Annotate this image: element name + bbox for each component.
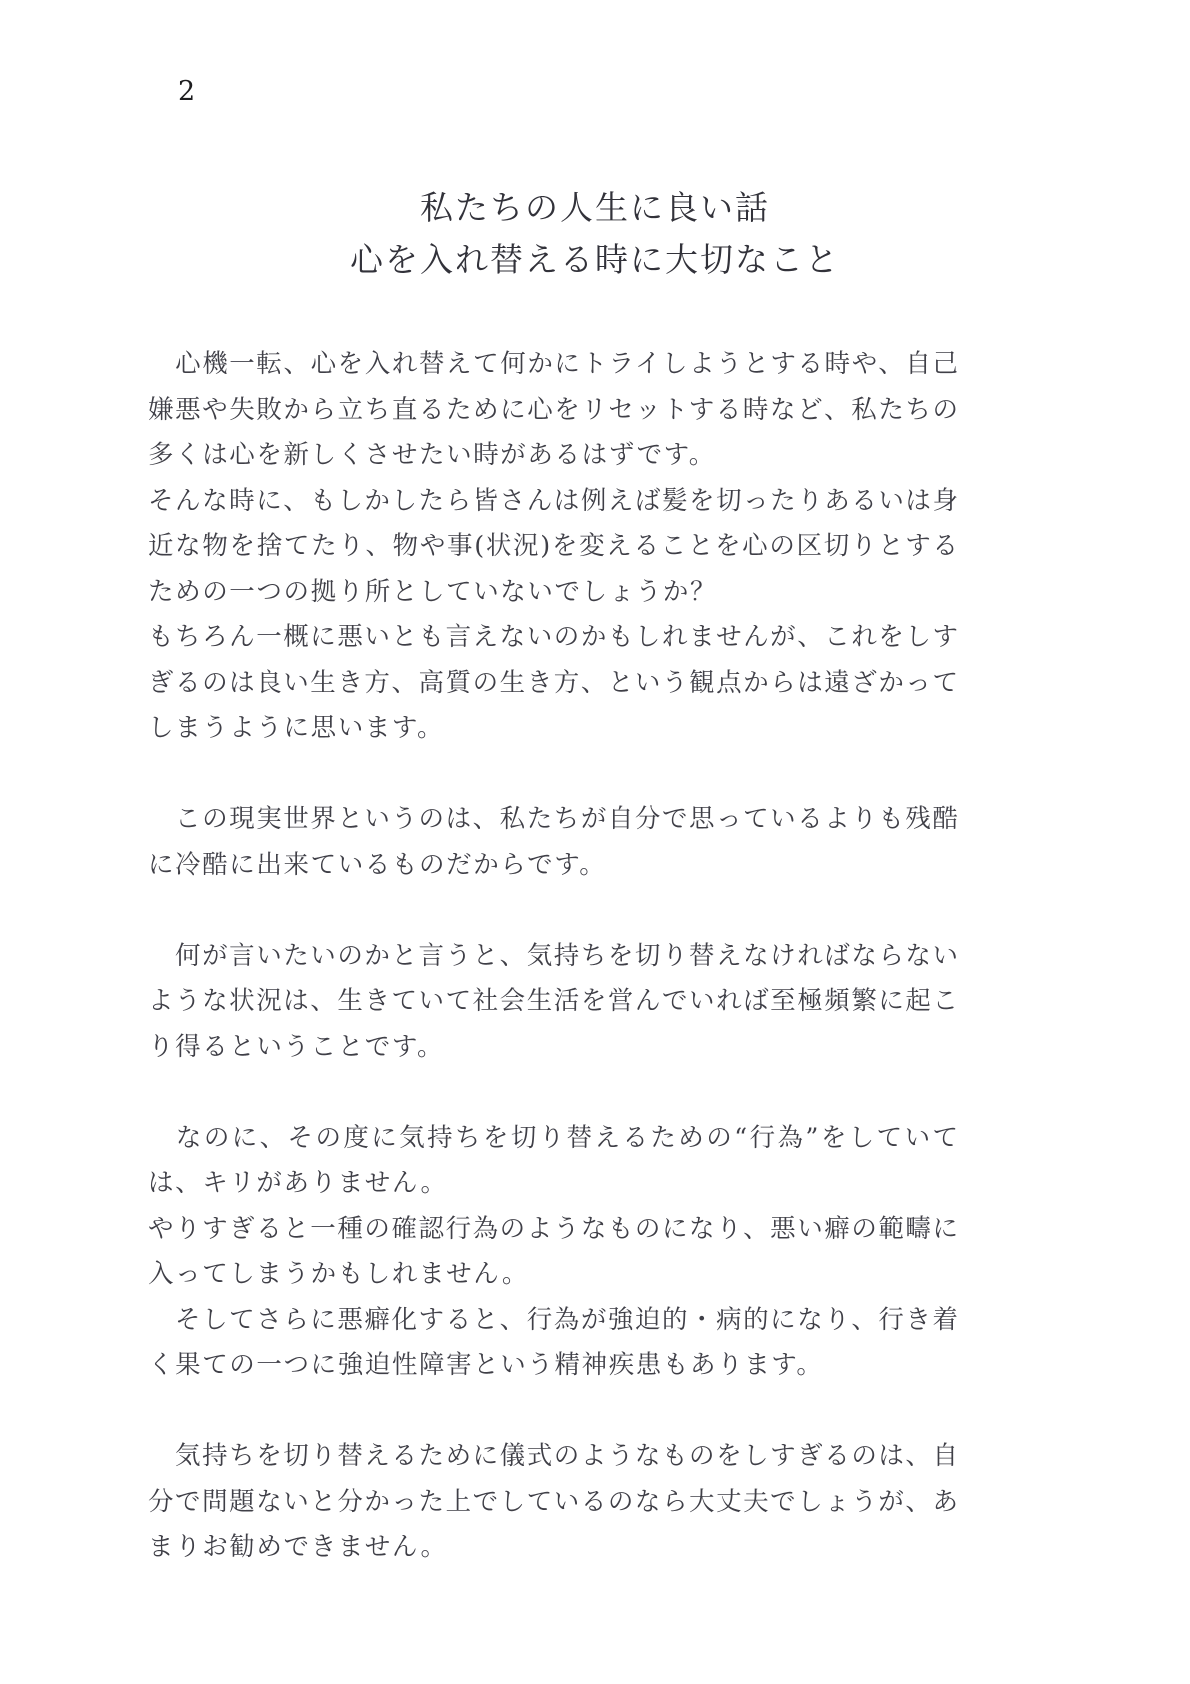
title-line-1: 私たちの人生に良い話 bbox=[420, 188, 770, 227]
body-line: く果ての一つに強迫性障害という精神疾患もあります。 bbox=[148, 1350, 824, 1380]
body-line: ための一つの拠り所としていないでしょうか？ bbox=[148, 576, 718, 607]
title-line-2: 心を入れ替える時に大切なこと bbox=[350, 240, 840, 279]
body-line: 気持ちを切り替えるために儀式のようなものをしすぎるのは、自 bbox=[148, 1441, 958, 1471]
body-line: 近な物を捨てたり、物や事(状況)を変えることを心の区切りとする bbox=[148, 531, 958, 561]
paragraph-spacer bbox=[148, 1070, 958, 1116]
body-line: 多くは心を新しくさせたい時があるはずです。 bbox=[148, 440, 716, 470]
body-line: 心機一転、心を入れ替えて何かにトライしようとする時や、自己 bbox=[148, 349, 958, 379]
body-line: まりお勧めできません。 bbox=[148, 1532, 448, 1562]
body-line: は、キリがありません。 bbox=[148, 1168, 448, 1198]
paragraph-spacer bbox=[148, 888, 958, 934]
body-line: 嫌悪や失敗から立ち直るために心をリセットする時など、私たちの bbox=[148, 394, 958, 425]
body-line: しまうように思います。 bbox=[148, 713, 445, 743]
body-line: に冷酷に出来ているものだからです。 bbox=[148, 849, 607, 880]
body-line: なのに、その度に気持ちを切り替えるための“行為”をしていて bbox=[148, 1122, 958, 1153]
paragraph-spacer bbox=[148, 1389, 958, 1435]
body-line: ような状況は、生きていて社会生活を営んでいれば至極頻繁に起こ bbox=[148, 986, 958, 1016]
body-line: そんな時に、もしかしたら皆さんは例えば髪を切ったりあるいは身 bbox=[148, 485, 958, 516]
page-number: 2 bbox=[178, 76, 196, 107]
body-line: ぎるのは良い生き方、高質の生き方、という観点からは遠ざかって bbox=[148, 667, 958, 698]
paragraph-spacer bbox=[148, 752, 958, 798]
body-line: もちろん一概に悪いとも言えないのかもしれませんが、これをしす bbox=[148, 622, 958, 652]
body-line: 何が言いたいのかと言うと、気持ちを切り替えなければならない bbox=[148, 940, 958, 971]
body-line: やりすぎると一種の確認行為のようなものになり、悪い癖の範疇に bbox=[148, 1213, 958, 1244]
body-line: 入ってしまうかもしれません。 bbox=[148, 1259, 529, 1289]
document-title bbox=[0, 182, 1190, 286]
body-line: 分で問題ないと分かった上でしているのなら大丈夫でしょうが、あ bbox=[148, 1486, 958, 1517]
body-line: この現実世界というのは、私たちが自分で思っているよりも残酷 bbox=[148, 804, 958, 834]
body-line: り得るということです。 bbox=[148, 1031, 445, 1062]
document-body bbox=[148, 342, 958, 1571]
body-line: そしてさらに悪癖化すると、行為が強迫的・病的になり、行き着 bbox=[148, 1304, 958, 1335]
